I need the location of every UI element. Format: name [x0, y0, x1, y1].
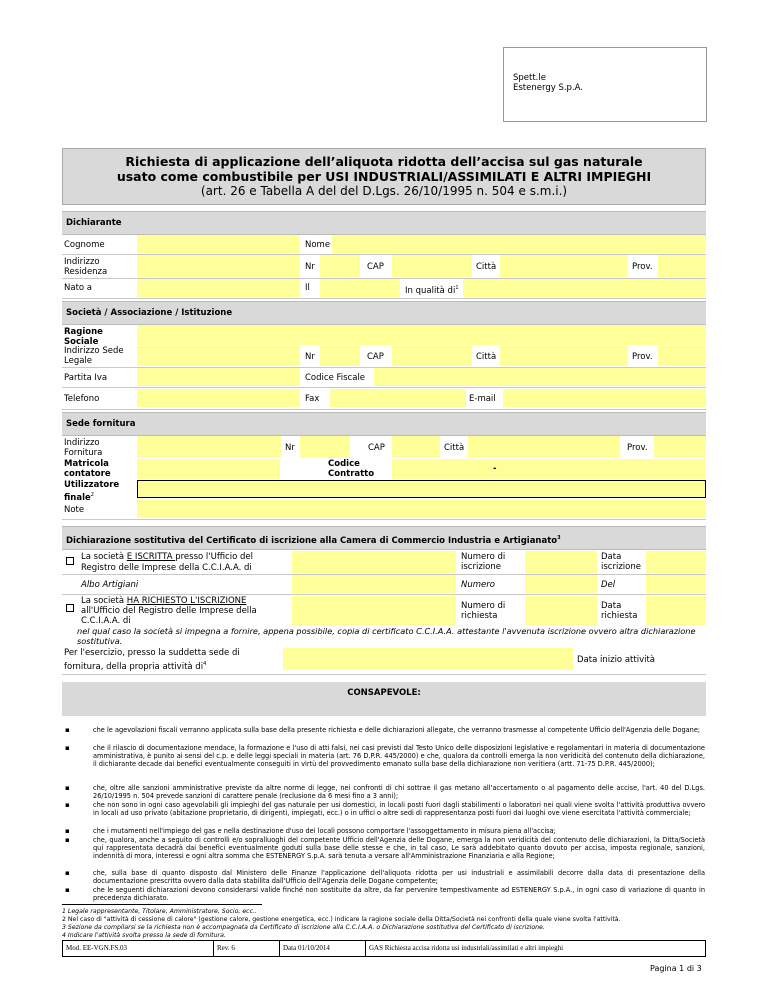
- nr-fornitura-field[interactable]: [300, 436, 350, 458]
- citta-sede-field[interactable]: [500, 346, 628, 366]
- label-numero-richiesta: Numero di richiesta: [461, 601, 506, 621]
- bullet-2: ▪: [65, 744, 70, 752]
- addressee-line1: Spett.le: [513, 73, 546, 83]
- opt1-line1: La società E ISCRITTA presso l'Ufficio del: [81, 552, 253, 562]
- fax-field[interactable]: [330, 389, 466, 407]
- in-qualita-field[interactable]: [463, 279, 706, 297]
- label-indirizzo-sede: Indirizzo Sede Legale: [64, 346, 124, 366]
- albo-numero-field[interactable]: [525, 575, 597, 593]
- label-il: Il: [305, 283, 310, 293]
- note-field[interactable]: [137, 500, 706, 518]
- label-codice-fiscale: Codice Fiscale: [305, 373, 366, 383]
- richiesto-checkbox[interactable]: [66, 604, 74, 612]
- opt2-line3: C.C.I.A.A. di: [81, 616, 131, 626]
- page-number: Pagina 1 di 3: [650, 964, 702, 973]
- numero-iscrizione-field[interactable]: [525, 551, 597, 573]
- bullet-8: ▪: [65, 886, 70, 894]
- cap-sede-field[interactable]: [392, 346, 472, 366]
- label-fax: Fax: [305, 394, 320, 404]
- consapevole-item-1: che le agevolazioni fiscali verranno applicata sulla base della presente richiesta e delle dichiarazioni allegate, che verranno trasmesse al competente Ufficio dell'Agenzia delle Dogane;: [93, 726, 701, 734]
- label-del: Del: [601, 580, 616, 590]
- label-prov-sede: Prov.: [632, 352, 653, 362]
- footnote-ref-3: 3: [557, 535, 561, 541]
- footnote-1: 1 Legale rappresentante, Titolare, Amministratore, Socio, ecc..: [62, 908, 257, 915]
- label-in-qualita: In qualità $di^1$: [405, 285, 459, 296]
- footer-date: Data 01/10/2014: [279, 940, 366, 957]
- data-richiesta-field[interactable]: [646, 596, 706, 625]
- prov-residenza-field[interactable]: [658, 255, 706, 277]
- nr-residenza-field[interactable]: [320, 255, 360, 277]
- footnote-divider: [62, 904, 262, 905]
- cap-fornitura-field[interactable]: [392, 436, 440, 458]
- consapevole-item-6: che, qualora, anche a seguito di controlli e/o sopralluoghi del competente Ufficio dell'Agenzia delle Dogane, emerga la non veridicità del contenuto delle dichiarazioni, la Ditta/Società qui rappresentata decadrà dai benefici eventualmente goduti sulla base delle stesse e che, in tal caso, Le sarà addebitato quanto dovuto per accisa, imposta regionale, sanzioni, indennità di mora, interessi e ogni altra somma che ESTENERGY S.p.A. sarà tenuta a versare all'Amministrazione Finanziaria e alla Regione;: [93, 836, 705, 860]
- cciaa-di-field[interactable]: [292, 551, 456, 573]
- codice-contratto-field[interactable]: [392, 459, 706, 479]
- section-header-dichiarante: Dichiarante: [62, 211, 706, 235]
- consapevole-header: CONSAPEVOLE:: [62, 682, 706, 716]
- footnote-2: 2 Nel caso di "attività di cessione di calore" (gestione calore, gestione energetica, ecc.) indicare la ragione sociale della Ditta/Società nei confronti della quale viene svolta l'attività.: [62, 916, 621, 923]
- label-cap: CAP: [367, 262, 384, 272]
- indirizzo-fornitura-field[interactable]: [137, 436, 281, 458]
- label-data-iscrizione: Data iscrizione: [601, 552, 641, 572]
- label-numero: Numero: [461, 580, 495, 590]
- nome-field[interactable]: [332, 235, 706, 253]
- addressee-box: [503, 47, 707, 122]
- data-nascita-field[interactable]: [320, 279, 400, 297]
- numero-richiesta-field[interactable]: [525, 596, 597, 625]
- citta-fornitura-field[interactable]: [468, 436, 620, 458]
- label-citta: Città: [476, 262, 497, 272]
- consapevole-item-4: che non sono in ogni caso agevolabili gli impieghi del gas naturale per usi domestici, in locali posti fuori dagli stabilimenti o laboratori nei quali viene svolta l'attività produttiva ovvero in locali ad uso privato (abitazione proprietario, di dirigenti, impiegati, ecc.) o in uffici o altre sedi di rappresentanza posti fuori dai luoghi ove viene esercitata l'attività commerciale;: [93, 801, 705, 817]
- label-nato-a: Nato a: [64, 283, 93, 293]
- opt2-line2: all'Ufficio del Registro delle Imprese della: [81, 606, 257, 616]
- impegno-text: nel qual caso la società si impegna a fornire, appena possibile, copia di certificato C.C.I.A.A. attestante l'avvenuta iscrizione ovvero altra dichiarazione sostitutiva.: [77, 626, 696, 646]
- footnote-ref-2: 2: [90, 492, 94, 498]
- citta-residenza-field[interactable]: [500, 255, 628, 277]
- footer-rev: Rev. 6: [213, 940, 280, 957]
- attivita-field[interactable]: [283, 648, 573, 670]
- bullet-5: ▪: [65, 827, 70, 835]
- opt2-line1: La società HA RICHIESTO L'ISCRIZIONE: [81, 596, 247, 606]
- footnote-ref-4: 4: [203, 661, 207, 667]
- ragione-sociale-field[interactable]: [137, 325, 706, 345]
- label-indirizzo-residenza: Indirizzo Residenza: [64, 257, 108, 277]
- esercizio-line2: fornitura, della propria attività $di^4$: [64, 661, 207, 672]
- title-line3: (art. 26 e Tabella A del del D.Lgs. 26/10/1995 n. 504 e s.m.i.): [200, 184, 568, 198]
- label-nr-fornitura: Nr: [285, 443, 295, 453]
- footnote-4: 4 Indicare l'attività svolta presso la sede di fornitura.: [62, 932, 226, 939]
- indirizzo-sede-field[interactable]: [137, 346, 300, 366]
- label-prov-fornitura: Prov.: [627, 443, 648, 453]
- consapevole-item-7: che, sulla base di quanto disposto dal Ministero delle Finanze l'applicazione dell'aliquota ridotta per usi industriali e assimilabili decorre dalla data di presentazione della documentazione prescritta ovvero dalla data stabilita dall'Ufficio dell'Agenzia delle Dogane competente;: [93, 869, 705, 885]
- indirizzo-residenza-field[interactable]: [137, 255, 300, 277]
- bullet-3: ▪: [65, 784, 70, 792]
- esercizio-line1: Per l'esercizio, presso la suddetta sede di: [64, 648, 240, 658]
- label-data-inizio: Data inizio attività: [577, 655, 656, 665]
- title-box: [62, 148, 706, 205]
- utilizzatore-field[interactable]: [137, 480, 706, 498]
- label-cap-sede: CAP: [367, 352, 384, 362]
- footer-description: GAS Richiesta accisa ridotta usi industriali/assimilati e altri impieghi: [365, 940, 706, 957]
- prov-sede-field[interactable]: [658, 346, 706, 366]
- iscritta-checkbox[interactable]: [66, 557, 74, 565]
- label-indirizzo-fornitura: Indirizzo Fornitura: [64, 438, 103, 458]
- matricola-field[interactable]: [137, 459, 280, 479]
- consapevole-item-5: che i mutamenti nell'impiego del gas e nella destinazione d'uso dei locali possono comportare l'assoggettamento in misura piena all'accisa;: [93, 827, 556, 835]
- label-nr-sede: Nr: [305, 352, 315, 362]
- cap-residenza-field[interactable]: [392, 255, 472, 277]
- codice-contratto-dash: -: [493, 464, 497, 474]
- bullet-7: ▪: [65, 869, 70, 877]
- richiesta-cciaa-field[interactable]: [292, 596, 456, 625]
- data-iscrizione-field[interactable]: [646, 551, 706, 573]
- label-telefono: Telefono: [64, 394, 100, 404]
- consapevole-item-3: che, oltre alle sanzioni amministrative previste da altre norme di legge, nei confronti di chi sottrae il gas metano all'accertamento o al pagamento delle accise, l'art. 40 del D.Lgs. 26/10/1995 n. 504 prevede sanzioni di carattere penale (reclusione da 6 mesi fino a 3 anni);: [93, 784, 705, 800]
- email-field[interactable]: [503, 389, 706, 407]
- label-partita-iva: Partita Iva: [64, 373, 108, 383]
- label-data-richiesta: Data richiesta: [601, 601, 638, 621]
- label-citta-fornitura: Città: [444, 443, 465, 453]
- label-cap-fornitura: CAP: [368, 443, 385, 453]
- label-numero-iscrizione: Numero di iscrizione: [461, 552, 506, 572]
- label-codice-contratto: Codice Contratto: [328, 459, 375, 479]
- codice-fiscale-field[interactable]: [374, 368, 706, 386]
- section-header-cciaa: Dichiarazione sostitutiva del Certificato di iscrizione alla Camera di Commercio Industria e Artigianato$^3$: [62, 526, 706, 550]
- bullet-1: ▪: [65, 726, 70, 734]
- title-line1: Richiesta di applicazione dell’aliquota ridotta dell’accisa sul gas naturale: [125, 154, 643, 169]
- cognome-field[interactable]: [137, 235, 300, 253]
- label-email: E-mail: [469, 394, 496, 404]
- partita-iva-field[interactable]: [137, 368, 300, 386]
- footer-mod: Mod. EE-VGN.FS.03: [62, 940, 214, 957]
- label-matricola: Matricola contatore: [64, 459, 111, 479]
- consapevole-item-8: che le seguenti dichiarazioni devono considerarsi valide finché non sostituite da altre, da far pervenire tempestivamente ad ESTENERGY S.p.A., in ogni caso di variazione di quanto in precedenza dichiarato.: [93, 886, 705, 902]
- section-header-sede-fornitura: Sede fornitura: [62, 412, 706, 436]
- footnote-ref-1: 1: [455, 285, 459, 291]
- label-nome: Nome: [305, 240, 331, 250]
- albo-del-field[interactable]: [646, 575, 706, 593]
- section-header-societa: Società / Associazione / Istituzione: [62, 301, 706, 325]
- title-line2: usato come combustibile per USI INDUSTRIALI/ASSIMILATI E ALTRI IMPIEGHI: [116, 169, 652, 184]
- label-citta-sede: Città: [476, 352, 497, 362]
- label-ragione-sociale: Ragione Sociale: [64, 327, 103, 347]
- footnote-3: 3 Sezione da compilarsi se la richiesta non è accompagnata da Certificato di iscrizione alla C.C.I.A.A. o Dichiarazione sostitutiva del Certificato di iscrizione.: [62, 924, 545, 931]
- label-prov: Prov.: [632, 262, 653, 272]
- albo-field[interactable]: [292, 575, 456, 593]
- bullet-4: ▪: [65, 801, 70, 809]
- label-nr: Nr: [305, 262, 315, 272]
- label-albo: Albo Artigiani: [81, 580, 139, 590]
- opt1-line2: Registro delle Imprese della C.C.I.A.A. di: [81, 563, 252, 573]
- nr-sede-field[interactable]: [320, 346, 360, 366]
- label-note: Note: [64, 505, 85, 515]
- consapevole-item-2: che il rilascio di documentazione mendace, la formazione e l'uso di atti falsi, nei casi previsti dal Testo Unico delle disposizioni legislative e regolamentari in materia di documentazione amministrativa, è punito ai sensi del c.p. e delle leggi speciali in materia (art. 76 D.P.R. 445/2000) e che, qualora da controlli emerga la non veridicità del contenuto della dichiarazione, il dichiarante decade dai benefici eventualmente conseguiti in virtù del provvedimento emanato sulla base della dichiarazione non veritiera (artt. 71-75 D.P.R. 445/2000);: [93, 744, 705, 768]
- addressee-line2: Estenergy S.p.A.: [513, 83, 584, 93]
- telefono-field[interactable]: [137, 389, 300, 407]
- bullet-6: ▪: [65, 836, 70, 844]
- label-utilizzatore: Utilizzatore finale$^2$: [64, 480, 120, 503]
- label-cognome: Cognome: [64, 240, 105, 250]
- prov-fornitura-field[interactable]: [654, 436, 706, 458]
- nato-a-field[interactable]: [137, 279, 300, 297]
